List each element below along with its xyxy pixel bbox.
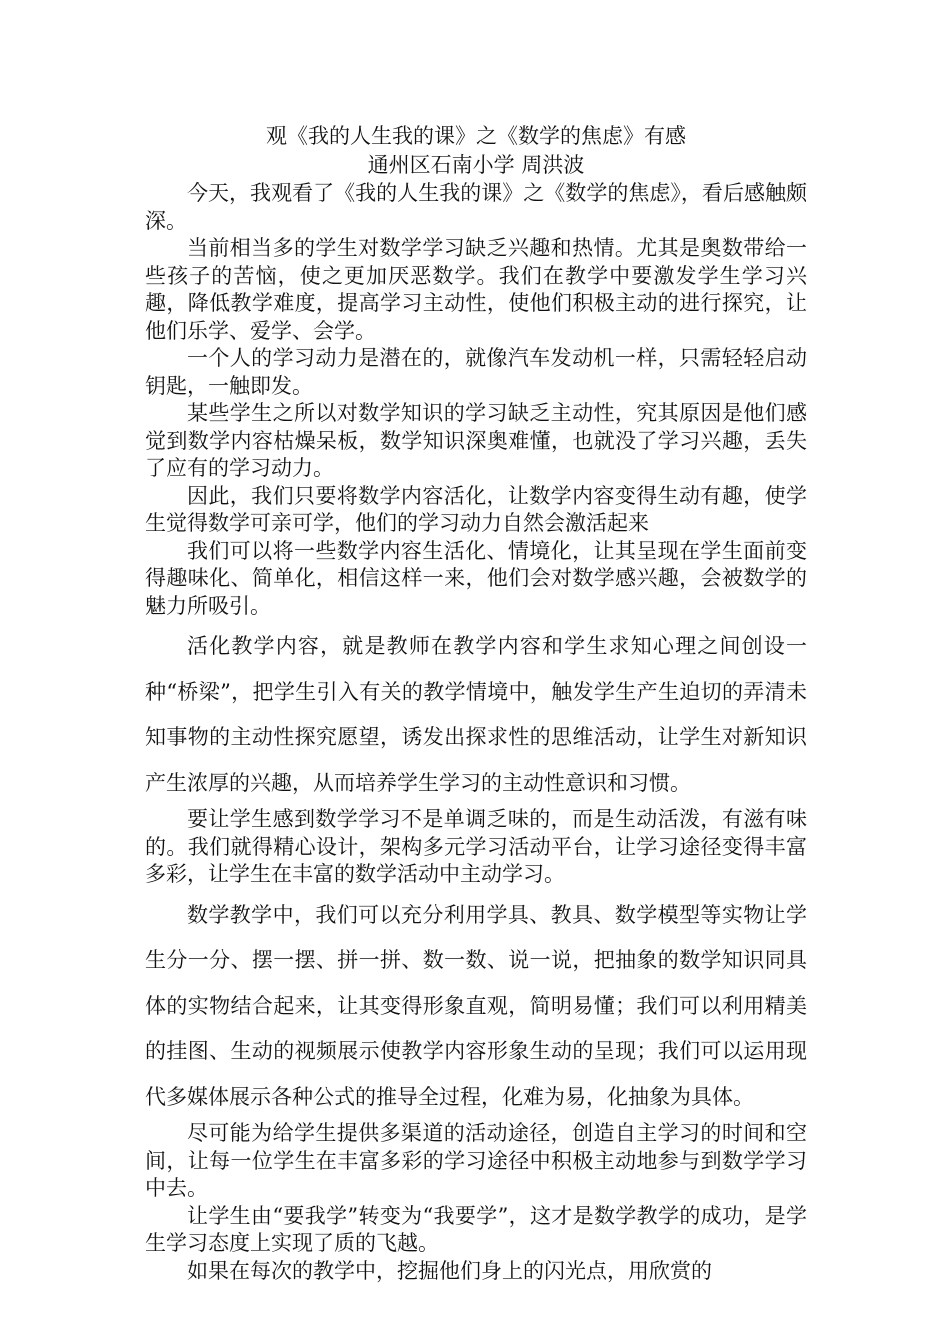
paragraph-12: 如果在每次的教学中，挖掘他们身上的闪光点，用欣赏的 [187,1258,712,1283]
paragraph-5: 因此，我们只要将数学内容活化，让数学内容变得生动有趣，使学生觉得数学可亲可学，他们的学习动力自然会激活起来 [145,483,807,535]
paragraph-8: 要让学生感到数学学习不是单调乏味的，而是生动活泼，有滋有味的。我们就得精心设计，架构多元学习活动平台，让学习途径变得丰富多彩，让学生在丰富的数学活动中主动学习。 [145,807,807,886]
paragraph-7: 活化教学内容，就是教师在教学内容和学生求知心理之间创设一种“桥梁”，把学生引入有关的教学情境中，触发学生产生迫切的弄清未知事物的主动性探究愿望，诱发出探求性的思维活动，让学生对新知识产生浓厚的兴趣，从而培养学生学习的主动性意识和习惯。 [145,634,807,795]
document-body [145,122,807,1285]
paragraph-11: 让学生由“要我学”转变为“我要学”，这才是数学教学的成功，是学生学习态度上实现了质的飞越。 [145,1203,807,1255]
author-line: 通州区石南小学 周洪波 [367,153,585,177]
paragraph-2: 当前相当多的学生对数学学习缺乏兴趣和热情。尤其是奥数带给一些孩子的苦恼，使之更加厌恶数学。我们在教学中要激发学生学习兴趣，降低教学难度，提高学习主动性，使他们积极主动的进行探究，让他们乐学、爱学、会学。 [145,236,807,343]
paragraph-3: 一个人的学习动力是潜在的，就像汽车发动机一样，只需轻轻启动钥匙，一触即发。 [145,346,807,398]
paragraph-6: 我们可以将一些数学内容生活化、情境化，让其呈现在学生面前变得趣味化、简单化，相信这样一来，他们会对数学感兴趣，会被数学的魅力所吸引。 [145,538,807,618]
document-title: 观《我的人生我的课》之《数学的焦虑》有感 [266,124,686,148]
paragraph-1: 今天，我观看了《我的人生我的课》之《数学的焦虑》，看后感触颇深。 [145,181,807,233]
paragraph-9: 数学教学中，我们可以充分利用学具、教具、数学模型等实物让学生分一分、摆一摆、拼一拼、数一数、说一说，把抽象的数学知识同具体的实物结合起来，让其变得形象直观，简明易懂；我们可以利用精美的挂图、生动的视频展示使教学内容形象生动的呈现；我们可以运用现代多媒体展示各种公式的推导全过程，化难为易，化抽象为具体。 [145,902,807,1109]
paragraph-10: 尽可能为给学生提供多渠道的活动途径，创造自主学习的时间和空间，让每一位学生在丰富多彩的学习途径中积极主动地参与到数学学习中去。 [145,1121,807,1200]
paragraph-4: 某些学生之所以对数学知识的学习缺乏主动性，究其原因是他们感觉到数学内容枯燥呆板，数学知识深奥难懂，也就没了学习兴趣，丢失了应有的学习动力。 [145,401,807,480]
